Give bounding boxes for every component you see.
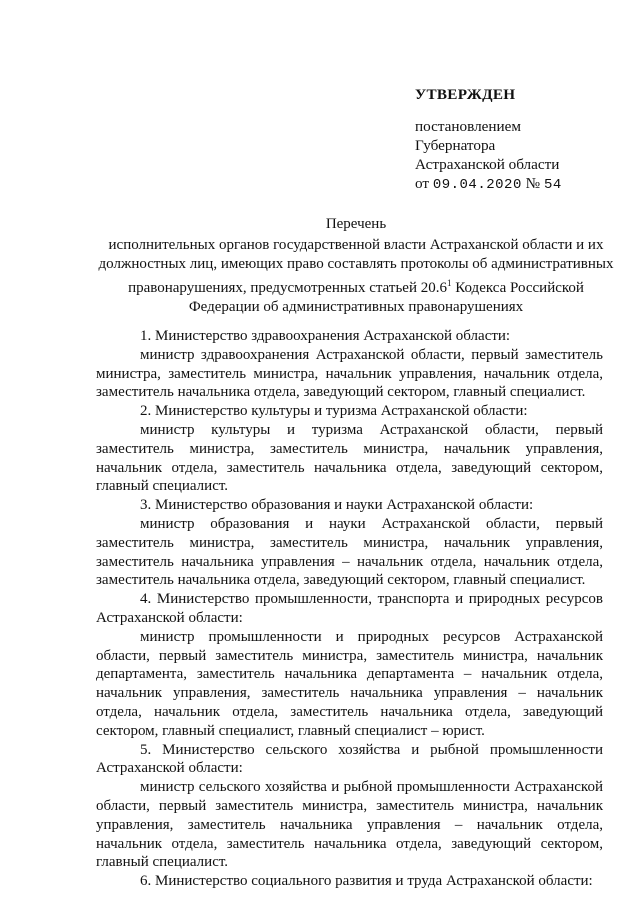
item-heading: 4. Министерство промышленности, транспорта и природных ресурсов Астраханской области: bbox=[96, 591, 603, 626]
item-officials: министр здравоохранения Астраханской области, первый заместитель министра, заместитель министра, начальник управления, начальник отдела, заместитель начальника отдела, заведующий сектором, главный специалист. bbox=[96, 346, 603, 401]
item-heading: 2. Министерство культуры и туризма Астраханской области: bbox=[140, 403, 528, 420]
document-title bbox=[96, 215, 616, 317]
item-heading: 6. Министерство социального развития и труда Астраханской области: bbox=[140, 873, 593, 890]
number-prefix: № bbox=[521, 175, 544, 192]
approval-line-1: постановлением bbox=[415, 118, 522, 135]
approval-date: 09.04.2020 bbox=[432, 177, 522, 193]
item-heading: 3. Министерство образования и науки Астраханской области: bbox=[140, 497, 534, 514]
item-officials: министр образования и науки Астраханской области, первый заместитель министра, заместитель министра, начальник управления, заместитель начальника управления – начальник отдела, начальник отдела, заместитель начальника отдела, заведующий сектором, главный специалист. bbox=[96, 515, 603, 589]
title-sub-part1: исполнительных органов государственной власти Астраханской области и их должностных лиц, имеющих право составлять протоколы об административных правонарушениях, предусмотренных статьей 20.6 bbox=[98, 237, 614, 296]
document-body bbox=[96, 327, 603, 891]
approval-line-3: Астраханской области bbox=[415, 156, 560, 173]
item-heading: 1. Министерство здравоохранения Астраханской области: bbox=[140, 328, 511, 344]
item-officials: министр культуры и туризма Астраханской области, первый заместитель министра, заместитель министра, начальник управления, начальник отдела, заместитель начальника отдела, заведующий сектором, главный специалист. bbox=[96, 421, 603, 495]
title-sub-part2: Кодекса Российской Федерации об административных правонарушениях bbox=[188, 280, 584, 315]
approval-line-2: Губернатора bbox=[415, 137, 496, 154]
item-heading: 5. Министерство сельского хозяйства и рыбной промышленности Астраханской области: bbox=[96, 741, 603, 777]
title-main: Перечень bbox=[325, 216, 387, 232]
approval-stamp bbox=[415, 85, 615, 195]
approval-number: 54 bbox=[543, 177, 562, 193]
title-superscript: 1 bbox=[446, 278, 452, 288]
item-officials: министр сельского хозяйства и рыбной промышленности Астраханской области, первый заместитель министра, заместитель министра, начальник управления, заместитель начальника управления – начальник отдела, начальник отдела, заместитель начальника отдела, заведующий сектором, главный специалист. bbox=[96, 779, 603, 871]
title-subtitle bbox=[96, 236, 616, 317]
item-officials: министр промышленности и природных ресурсов Астраханской области, первый заместитель министра, заместитель министра, начальник департамента, заместитель начальника департамента – начальник отдела, начальник управления, заместитель начальника управления – начальник отдела, начальник отдела, заместитель начальника отдела, заведующий сектором, главный специалист, главный специалист – юрист. bbox=[96, 628, 603, 739]
approval-heading: УТВЕРЖДЕН bbox=[415, 86, 516, 103]
approval-date-line bbox=[415, 174, 615, 195]
date-prefix: от bbox=[415, 175, 433, 192]
